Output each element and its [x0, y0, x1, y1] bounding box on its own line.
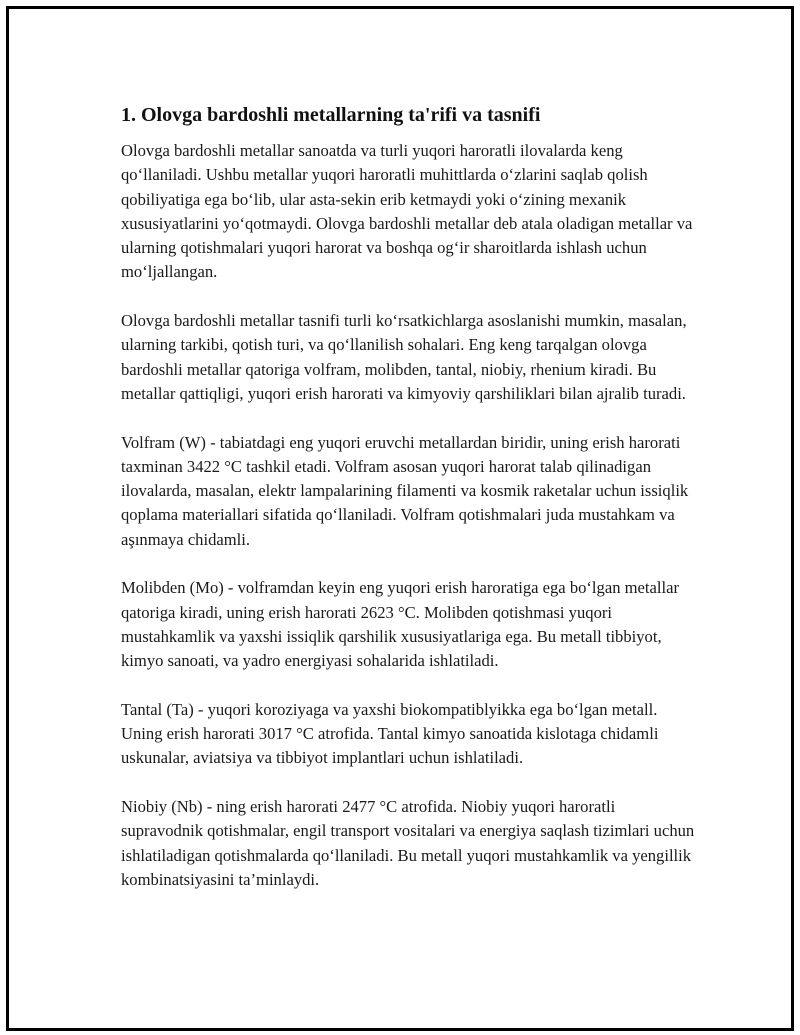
paragraph-intro: Olovga bardoshli metallar sanoatda va turli yuqori haroratli ilovalarda keng qo‘llaniladi. Ushbu metallar yuqori haroratli muhittlarda o‘zlarini saqlab qolish qobiliyatiga ega bo‘lib, ular asta-sekin erib ketmaydi yoki o‘zining mexanik xususiyatlarini yo‘qotmaydi. Olovga bardoshli metallar deb atala oladigan metallar va ularning qotishmalari yuqori harorat va boshqa og‘ir sharoitlarda ishlash uchun mo‘ljallangan. [121, 141, 693, 282]
paragraph-molybdenum: Molibden (Mo) - volframdan keyin eng yuqori erish haroratiga ega bo‘lgan metallar qatoriga kiradi, uning erish harorati 2623 °C. Molibden qotishmasi yuqori mustahkamlik va yaxshi issiqlik qarshilik xususiyatlariga ega. Bu metall tibbiyot, kimyo sanoati, va yadro energiyasi sohalarida ishlatiladi. [121, 578, 680, 671]
paragraph-tantalum: Tantal (Ta) - yuqori koroziyaga va yaxshi biokompatiblyikka ega bo‘lgan metall. Uning erish harorati 3017 °C atrofida. Tantal kimyo sanoatida kislotaga chidamli uskunalar, aviatsiya va tibbiyot implantlari uchun ishlatiladi. [121, 699, 659, 768]
paragraph-classification: Olovga bardoshli metallar tasnifi turli ko‘rsatkichlarga asoslanishi mumkin, masalan, ularning tarkibi, qotish turi, va qo‘llanilish sohalari. Eng keng tarqalgan olovga bardoshli metallar qatoriga volfram, molibden, tantal, niobiy, rhenium kiradi. Bu metallar qattiqligi, yuqori erish harorati va kimyoviy qarshiliklari bilan ajralib turadi. [121, 311, 687, 403]
page-frame [6, 6, 794, 1031]
document-body [121, 101, 701, 892]
section-heading: 1. Olovga bardoshli metallarning ta'rifi va tasnifi [121, 104, 541, 126]
paragraph-niobium: Niobiy (Nb) - ning erish harorati 2477 °C atrofida. Niobiy yuqori haroratli supravodnik qotishmalar, engil transport vositalari va energiya saqlash tizimlari uchun ishlatiladigan qotishmalarda qo‘llaniladi. Bu metall yuqori mustahkamlik va yengillik kombinatsiyasini ta’minlaydi. [121, 797, 695, 889]
paragraph-tungsten: Volfram (W) - tabiatdagi eng yuqori eruvchi metallardan biridir, uning erish harorati taxminan 3422 °C tashkil etadi. Volfram asosan yuqori harorat talab qilinadigan ilovalarda, masalan, elektr lampalarining filamenti va kosmik raketalar uchun issiqlik qoplama materiallari sifatida qo‘llaniladi. Volfram qotishmalari juda mustahkam va aşınmaya chidamli. [121, 432, 689, 549]
